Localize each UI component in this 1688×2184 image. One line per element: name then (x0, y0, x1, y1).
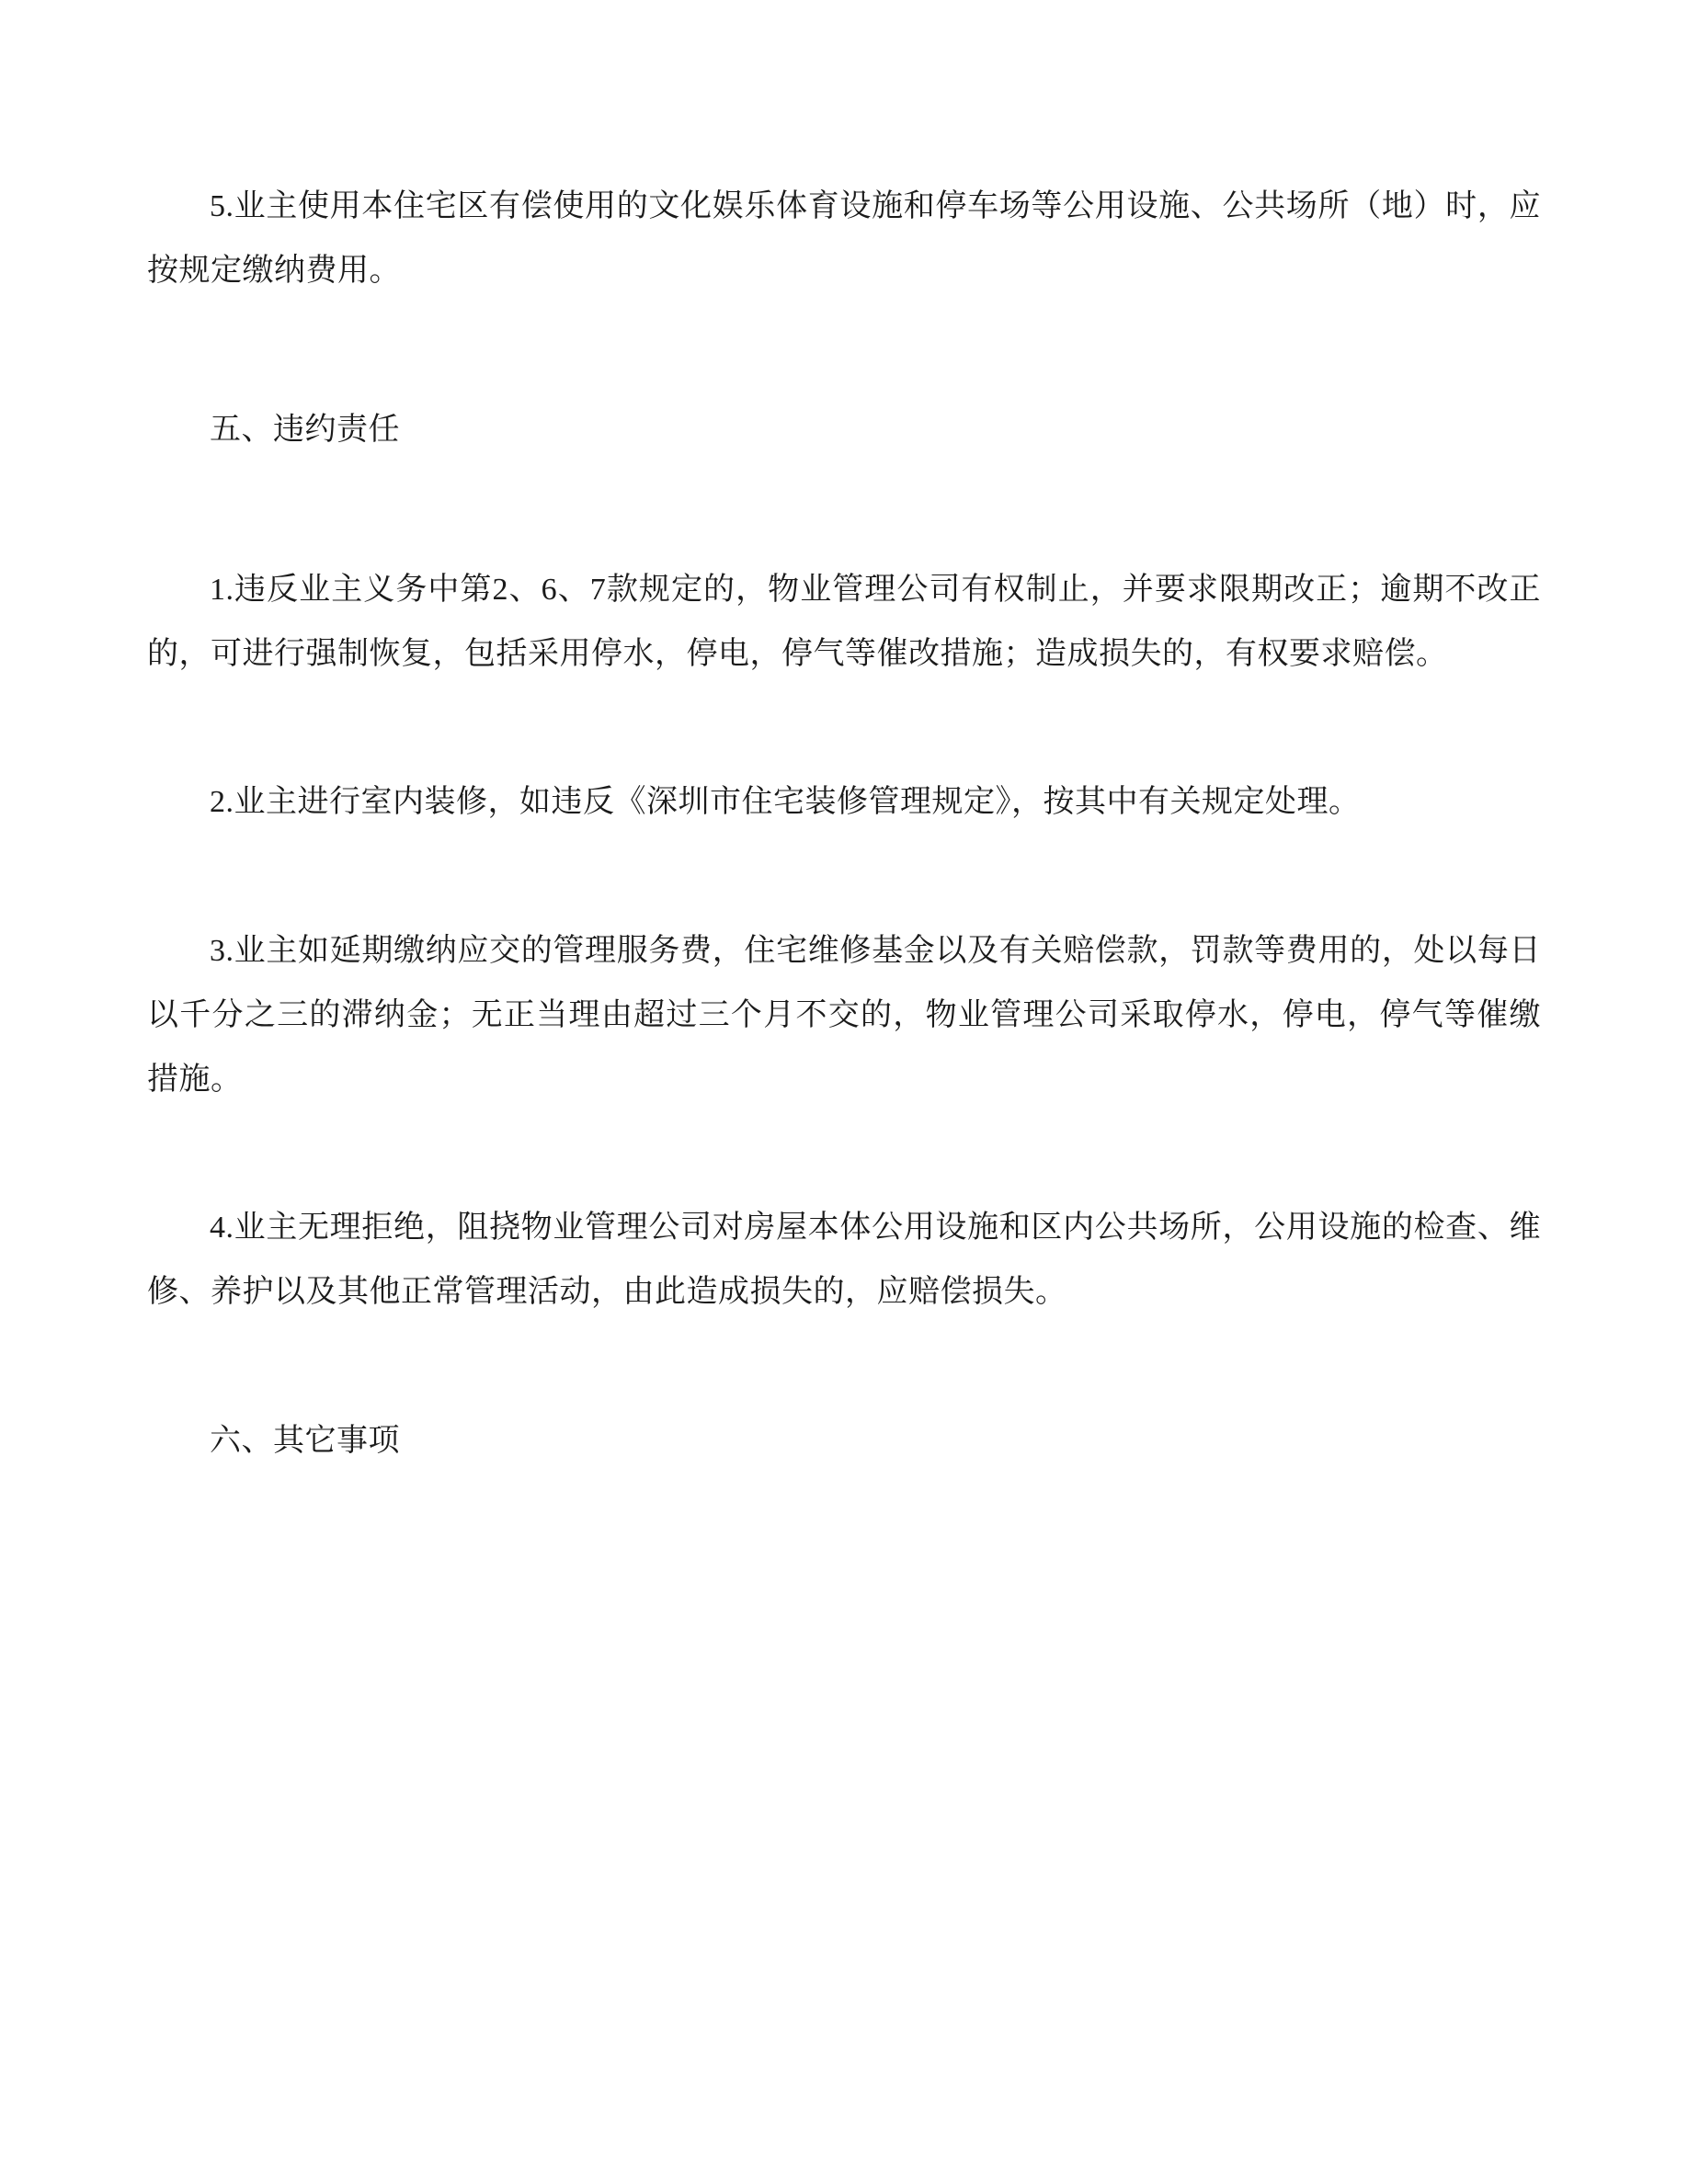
heading-section-five: 五、违约责任 (210, 413, 400, 448)
paragraph-clause-5-3: 3.业主如延期缴纳应交的管理服务费，住宅维修基金以及有关赔偿款，罚款等费用的，处以每日以千分之三的滞纳金；无正当理由超过三个月不交的，物业管理公司采取停水，停电，停气等催缴措施。 (147, 934, 1541, 1097)
paragraph-clause-5-4: 4.业主无理拒绝，阻挠物业管理公司对房屋本体公用设施和区内公共场所，公用设施的检查、维修、养护以及其他正常管理活动，由此造成损失的，应赔偿损失。 (147, 1211, 1541, 1309)
heading-section-six: 六、其它事项 (210, 1423, 400, 1458)
paragraph-clause-5-1: 1.违反业主义务中第2、6、7款规定的，物业管理公司有权制止，并要求限期改正；逾期不改正的，可进行强制恢复，包括采用停水，停电，停气等催改措施；造成损失的，有权要求赔偿。 (147, 573, 1541, 671)
document-body (147, 175, 1541, 1473)
paragraph-clause-4-5: 5.业主使用本住宅区有偿使用的文化娱乐体育设施和停车场等公用设施、公共场所（地）时，应按规定缴纳费用。 (147, 189, 1541, 288)
paragraph-clause-5-2: 2.业主进行室内装修，如违反《深圳市住宅装修管理规定》，按其中有关规定处理。 (210, 785, 1361, 820)
